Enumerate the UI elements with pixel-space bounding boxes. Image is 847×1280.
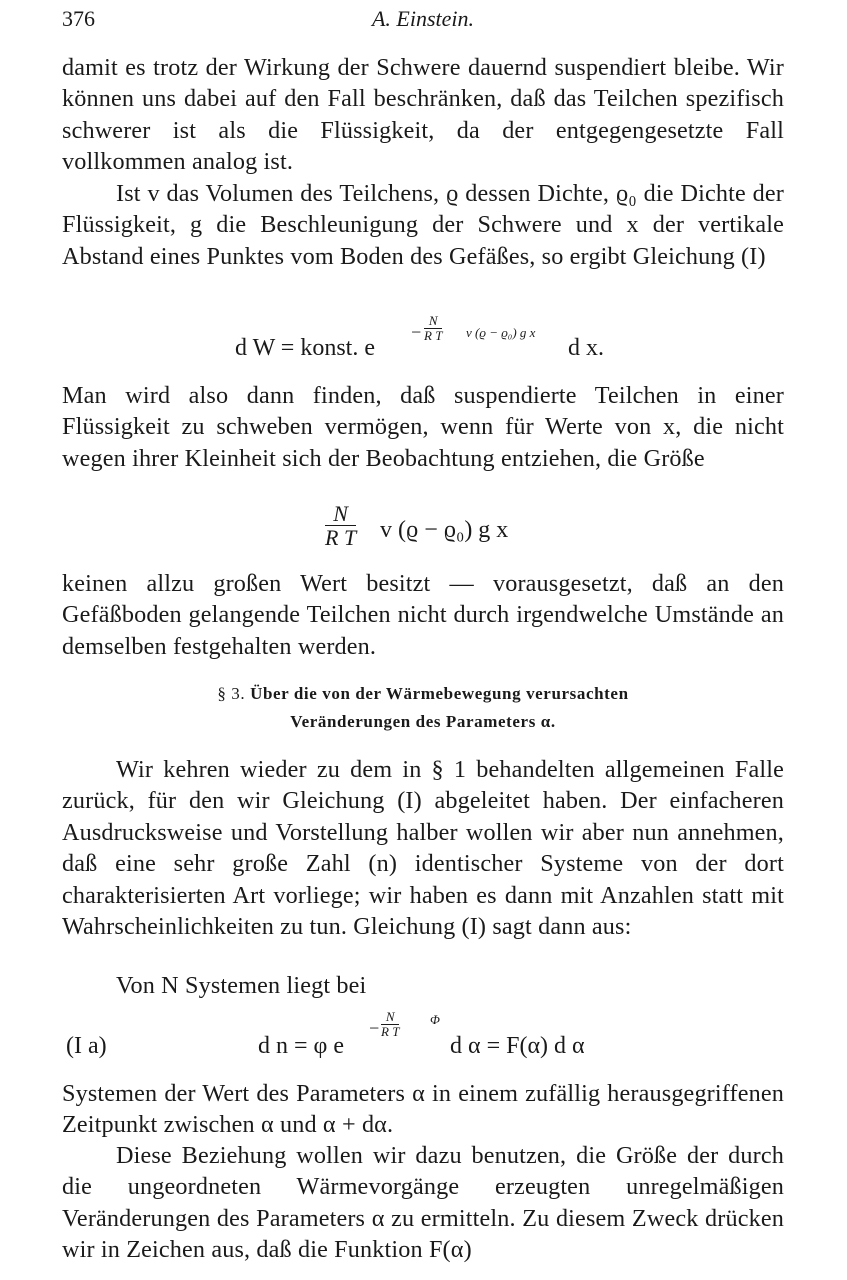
section-heading xyxy=(62,680,784,736)
paragraph-1: damit es trotz der Wirkung der Schwere dauernd suspendiert bleibe. Wir können uns dabei auf den Fall beschränken, daß das Teilchen spezifisch schwerer ist als die Flüssigkeit, da der entgegengesetzte Fall vollkommen analog ist. xyxy=(62,54,784,176)
paragraph-7: Systemen der Wert des Parameters α in einem zufällig herausgegriffenen Zeitpunkt zwischen α und α + dα. xyxy=(62,1080,784,1139)
running-head: A. Einstein. xyxy=(371,6,475,31)
eq3-exp-denominator: R T xyxy=(381,1023,400,1039)
eq1-exp-fraction xyxy=(424,314,442,342)
eq1-exp-denominator: R T xyxy=(424,327,443,343)
section-number: § 3. xyxy=(217,684,246,703)
eq1-tail: d x. xyxy=(568,335,604,361)
eq2-numerator: N xyxy=(325,502,356,526)
paragraph-8: Diese Beziehung wollen wir dazu benutzen, die Größe der durch die ungeordneten Wärmevorgänge erzeugten unregelmäßigen Veränderungen des Parameters α zu ermitteln. Zu diesem Zweck drücken wir in Zeichen aus, daß die Funktion F(α) xyxy=(62,1142,784,1264)
eq3-tail: d α = F(α) d α xyxy=(450,1033,585,1059)
page-number: 376 xyxy=(62,6,95,31)
section-title-part-1: Über die von der Wärmebewegung verursachten xyxy=(250,684,629,703)
eq1-exp-rest: v (ϱ − ϱ₀) g x xyxy=(466,325,536,340)
page-header xyxy=(62,4,784,34)
paragraph-4: keinen allzu großen Wert besitzt — vorausgesetzt, daß an den Gefäßboden gelangende Teilchen nicht durch irgendwelche Umstände an demselben festgehalten werden. xyxy=(62,570,784,660)
eq1-lhs: d W = konst. e xyxy=(235,335,375,361)
eq3-lhs: d n = φ e xyxy=(258,1033,345,1059)
paragraph-3: Man wird also dann finden, daß suspendierte Teilchen in einer Flüssigkeit zu schweben vermögen, wenn für Werte von x, die nicht wegen ihrer Kleinheit sich der Beobachtung entziehen, die Größe xyxy=(62,382,784,472)
eq3-exp-minus: − xyxy=(368,1018,381,1038)
eq3-label: (I a) xyxy=(66,1033,107,1059)
eq3-exp-numerator: N xyxy=(381,1010,399,1025)
eq2-fraction xyxy=(325,502,356,549)
eq1-exp-minus: − xyxy=(410,322,423,342)
eq1-exp-numerator: N xyxy=(424,314,442,329)
paragraph-2: Ist v das Volumen des Teilchens, ϱ dessen Dichte, ϱ₀ die Dichte der Flüssigkeit, g die Beschleunigung der Schwere und x der vertikale Abstand eines Punktes vom Boden des Gefäßes, so ergibt Gleichung (I) xyxy=(62,180,784,270)
paragraph-5: Wir kehren wieder zu dem in § 1 behandelten allgemeinen Falle zurück, für den wir Gleichung (I) abgeleitet haben. Der einfacheren Ausdrucksweise und Vorstellung halber wollen wir aber nun annehmen, daß eine sehr große Zahl (n) identischer Systeme von der dort charakterisierten Art vorliege; wir haben es dann mit Anzahlen statt mit Wahrscheinlichkeiten zu tun. Gleichung (I) sagt dann aus: xyxy=(62,756,784,941)
section-heading-line-1 xyxy=(62,680,784,708)
eq2-rest: v (ϱ − ϱ₀) g x xyxy=(380,517,509,543)
eq2-denominator: R T xyxy=(325,525,357,551)
section-title-part-2: Veränderungen des Parameters α. xyxy=(290,712,556,731)
eq3-exp-fraction xyxy=(381,1010,399,1038)
paragraph-6: Von N Systemen liegt bei xyxy=(116,972,367,999)
eq3-exp-rest: Φ xyxy=(430,1012,440,1027)
